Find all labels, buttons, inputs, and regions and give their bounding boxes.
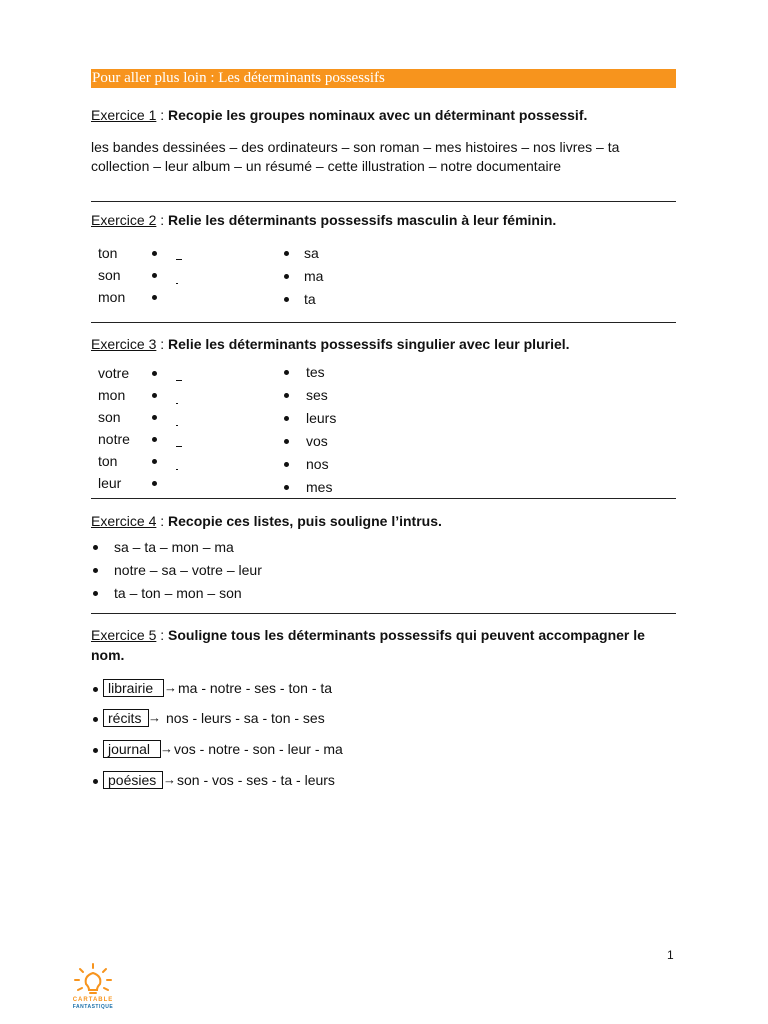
page-banner-title: Pour aller plus loin : Les déterminants possessifs bbox=[91, 69, 676, 88]
lightbulb-icon bbox=[68, 962, 118, 998]
exercise-4-number: Exercice 4 bbox=[91, 513, 157, 529]
left-connection-dot[interactable] bbox=[152, 415, 157, 420]
left-connection-dot[interactable] bbox=[152, 371, 157, 376]
list-bullet bbox=[93, 779, 98, 784]
list-bullet bbox=[93, 687, 98, 692]
exercise-3-right-word: tes bbox=[306, 364, 325, 380]
exercise-4-list-item: ta – ton – mon – son bbox=[114, 585, 242, 601]
logo-line-2: FANTASTIQUE bbox=[72, 1004, 114, 1010]
exercise-3-left-word: mon bbox=[98, 387, 126, 403]
determinant-list: son - vos - ses - ta - leurs bbox=[177, 772, 335, 788]
exercise-4-list-item: notre – sa – votre – leur bbox=[114, 562, 262, 578]
noun-box: journal bbox=[103, 740, 161, 758]
right-connection-dot[interactable] bbox=[284, 416, 289, 421]
exercise-2-left-word: ton bbox=[98, 245, 118, 261]
list-bullet bbox=[93, 545, 98, 550]
right-connection-dot[interactable] bbox=[284, 462, 289, 467]
arrow-icon: → bbox=[148, 710, 161, 725]
exercise-5-separator: : bbox=[156, 627, 169, 643]
right-connection-dot[interactable] bbox=[284, 393, 289, 398]
exercise-2-separator: : bbox=[156, 212, 169, 228]
exercise-2-instruction: Relie les déterminants possessifs masculin à leur féminin. bbox=[168, 212, 557, 228]
section-divider bbox=[91, 201, 676, 202]
noun-box: récits bbox=[103, 709, 149, 727]
left-connection-dot[interactable] bbox=[152, 251, 157, 256]
exercise-4-title bbox=[91, 512, 442, 530]
right-connection-dot[interactable] bbox=[284, 485, 289, 490]
artifact-dash bbox=[176, 403, 178, 404]
exercise-4-list-item: sa – ta – mon – ma bbox=[114, 539, 234, 555]
determinant-list: nos - leurs - sa - ton - ses bbox=[166, 710, 325, 726]
exercise-3-left-word: son bbox=[98, 409, 121, 425]
left-connection-dot[interactable] bbox=[152, 393, 157, 398]
exercise-3-left-word: votre bbox=[98, 365, 130, 381]
logo-line-1: CARTABLE bbox=[72, 997, 114, 1003]
exercise-3-right-word: nos bbox=[306, 456, 329, 472]
artifact-dash bbox=[176, 380, 182, 381]
exercise-2-right-word: ta bbox=[304, 291, 316, 307]
exercise-3-title bbox=[91, 335, 570, 353]
determinant-list: vos - notre - son - leur - ma bbox=[174, 741, 343, 757]
arrow-icon: → bbox=[164, 680, 177, 695]
list-bullet bbox=[93, 748, 98, 753]
exercise-3-instruction: Relie les déterminants possessifs singulier avec leur pluriel. bbox=[168, 336, 570, 352]
page-number: 1 bbox=[667, 948, 674, 962]
exercise-2-right-word: sa bbox=[304, 245, 319, 261]
noun-box: poésies bbox=[103, 771, 163, 789]
exercise-3-left-word: ton bbox=[98, 453, 118, 469]
artifact-dash bbox=[176, 425, 178, 426]
right-connection-dot[interactable] bbox=[284, 274, 289, 279]
list-bullet bbox=[93, 568, 98, 573]
exercise-2-left-word: son bbox=[98, 267, 121, 283]
exercise-5-instruction: Souligne tous les déterminants possessifs qui peuvent accompagner le bbox=[168, 627, 645, 643]
exercise-1-word-list-line-1: les bandes dessinées – des ordinateurs – son roman – mes histoires – nos livres – ta bbox=[91, 139, 620, 155]
exercise-4-separator: : bbox=[156, 513, 169, 529]
artifact-dash bbox=[176, 259, 182, 260]
artifact-dash bbox=[176, 446, 182, 447]
exercise-3-right-word: leurs bbox=[306, 410, 337, 426]
exercise-5-instruction-line-2: nom. bbox=[91, 647, 125, 663]
exercise-3-separator: : bbox=[156, 336, 169, 352]
exercise-2-title bbox=[91, 211, 556, 229]
exercise-1-number: Exercice 1 bbox=[91, 107, 157, 123]
determinant-list: ma - notre - ses - ton - ta bbox=[178, 680, 333, 696]
exercise-3-left-word: notre bbox=[98, 431, 130, 447]
exercise-3-right-word: ses bbox=[306, 387, 328, 403]
exercise-3-right-word: vos bbox=[306, 433, 328, 449]
section-divider bbox=[91, 322, 676, 323]
exercise-4-instruction: Recopie ces listes, puis souligne l’intrus. bbox=[168, 513, 442, 529]
arrow-icon: → bbox=[160, 741, 173, 756]
exercise-5-instruction-continued bbox=[91, 646, 124, 664]
exercise-2-right-word: ma bbox=[304, 268, 324, 284]
exercise-2-number: Exercice 2 bbox=[91, 212, 157, 228]
exercise-1-word-list-line-2: collection – leur album – un résumé – cette illustration – notre documentaire bbox=[91, 158, 562, 174]
artifact-dash bbox=[176, 469, 178, 470]
left-connection-dot[interactable] bbox=[152, 295, 157, 300]
exercise-5-title bbox=[91, 626, 645, 644]
list-bullet bbox=[93, 717, 98, 722]
right-connection-dot[interactable] bbox=[284, 370, 289, 375]
exercise-1-title bbox=[91, 106, 587, 124]
section-divider bbox=[91, 613, 676, 614]
logo-wordmark bbox=[64, 997, 122, 1011]
exercise-3-left-word: leur bbox=[98, 475, 122, 491]
exercise-3-number: Exercice 3 bbox=[91, 336, 157, 352]
artifact-dash bbox=[176, 283, 178, 284]
right-connection-dot[interactable] bbox=[284, 439, 289, 444]
right-connection-dot[interactable] bbox=[284, 251, 289, 256]
exercise-1-instruction: Recopie les groupes nominaux avec un déterminant possessif. bbox=[168, 107, 588, 123]
left-connection-dot[interactable] bbox=[152, 481, 157, 486]
exercise-5-number: Exercice 5 bbox=[91, 627, 157, 643]
exercise-3-right-word: mes bbox=[306, 479, 333, 495]
list-bullet bbox=[93, 591, 98, 596]
noun-box: librairie bbox=[103, 679, 164, 697]
section-divider bbox=[91, 498, 676, 499]
left-connection-dot[interactable] bbox=[152, 273, 157, 278]
arrow-icon: → bbox=[163, 772, 176, 787]
left-connection-dot[interactable] bbox=[152, 437, 157, 442]
left-connection-dot[interactable] bbox=[152, 459, 157, 464]
right-connection-dot[interactable] bbox=[284, 297, 289, 302]
exercise-1-separator: : bbox=[156, 107, 169, 123]
exercise-2-left-word: mon bbox=[98, 289, 126, 305]
